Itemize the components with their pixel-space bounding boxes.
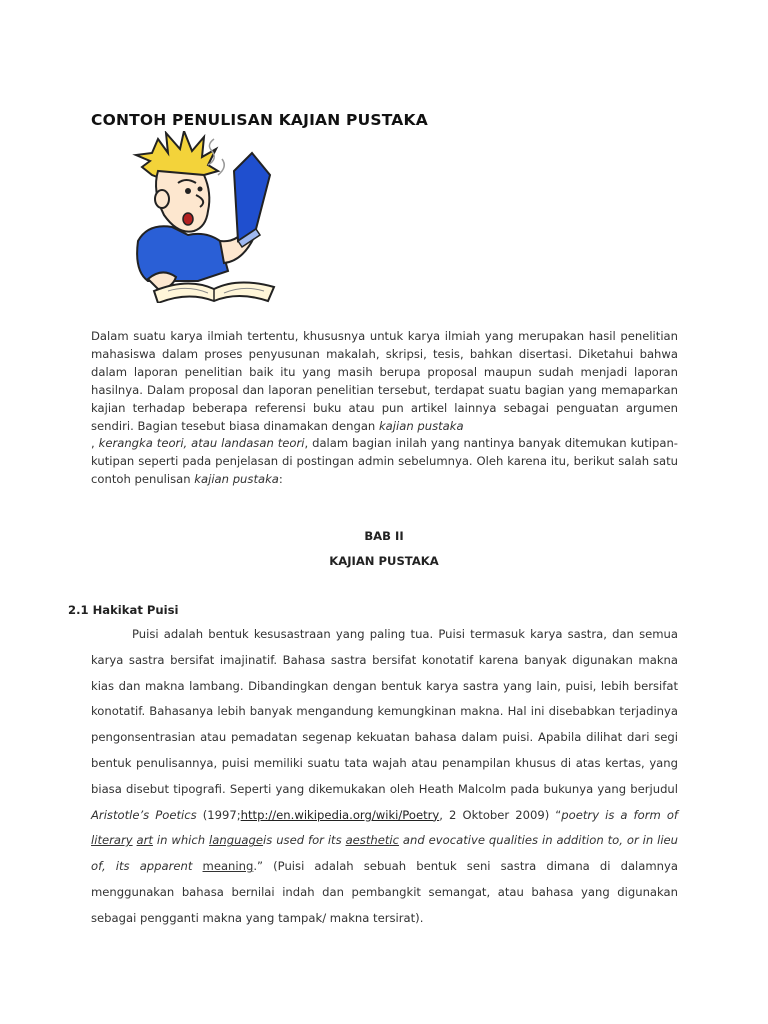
intro-text: ,	[91, 436, 99, 451]
wikipedia-link[interactable]: http://en.wikipedia.org/wiki/Poetry	[240, 807, 440, 822]
section-title: 2.1 Hakikat Puisi	[68, 603, 179, 617]
book-title: Aristotle’s Poetics	[91, 807, 197, 822]
body-text: ” (Puisi adalah sebuah bentuk seni sastra dimana di dalamnya menggunakan bahasa bernilai indah dan pembangkit semangat, atau bahasa yang digunakan sebagai pengganti makna yang tampak/ makna tersirat).	[91, 859, 678, 925]
section-body	[91, 622, 678, 932]
intro-text: :	[278, 472, 283, 487]
intro-italic-term: kajian pustaka	[378, 418, 464, 433]
chapter-title: KAJIAN PUSTAKA	[329, 554, 439, 568]
intro-text: Dalam suatu karya ilmiah tertentu, khususnya untuk karya ilmiah yang merupakan hasil penelitian mahasiswa dalam proses penyusunan makalah, skripsi, tesis, bahkan disertasi. Diketahui bahwa dalam laporan penelitian baik itu yang masih berupa proposal maupun sudah menjadi laporan hasilnya. Dalam proposal dan laporan penelitian tersebut, terdapat suatu bagian yang memaparkan kajian terhadap beberapa referensi buku atau pun artikel lainnya sebagai penguatan argumen sendiri. Bagian tesebut biasa dinamakan dengan	[91, 329, 678, 433]
quote-text: and evocative qualities in addition to, or in lieu of, its apparent	[91, 833, 679, 874]
intro-text: , dalam bagian inilah yang nantinya banyak ditemukan kutipan-kutipan seperti pada penjelasan di postingan admin sebelumnya. Oleh karena itu, berikut salah satu contoh penulisan	[91, 436, 678, 487]
quote-text: .	[253, 859, 258, 874]
quote-link-aesthetic[interactable]: aesthetic	[345, 833, 400, 848]
quote-text: in which	[152, 833, 210, 848]
chapter-heading: BAB II	[364, 529, 404, 543]
student-reading-illustration	[128, 131, 280, 303]
quote-link-art[interactable]: art	[136, 833, 153, 848]
quote-link-language[interactable]: language	[209, 833, 264, 848]
document-title: CONTOH PENULISAN KAJIAN PUSTAKA	[91, 111, 428, 129]
intro-paragraph	[91, 328, 678, 489]
quote-text: is used for its	[263, 833, 346, 848]
body-text: (1997;	[196, 807, 241, 822]
quote-text: poetry is a form of	[561, 807, 678, 822]
quote-link-meaning[interactable]: meaning	[202, 859, 254, 874]
body-text: , 2 Oktober 2009) “	[439, 807, 562, 822]
body-text: Puisi adalah bentuk kesusastraan yang paling tua. Puisi termasuk karya sastra, dan semua karya sastra bersifat imajinatif. Bahasa sastra bersifat konotatif karena banyak digunakan makna kias dan makna lambang. Dibandingkan dengan bentuk karya sastra yang lain, puisi, lebih bersifat konotatif. Bahasanya lebih banyak mengandung kemungkinan makna. Hal ini disebabkan terjadinya pengonsentrasian atau pemadatan segenap kekuatan bahasa dalam puisi. Apabila dilihat dari segi bentuk penulisannya, puisi memiliki suatu tata wajah atau penampilan khusus di atas kertas, yang biasa disebut tipografi. Seperti yang dikemukakan oleh Heath Malcolm pada bukunya yang berjudul	[91, 627, 678, 796]
quote-link-literary[interactable]: literary	[91, 833, 133, 848]
intro-italic-term: kajian pustaka	[194, 472, 279, 487]
intro-italic-term: kerangka teori, atau landasan teori	[98, 436, 305, 451]
